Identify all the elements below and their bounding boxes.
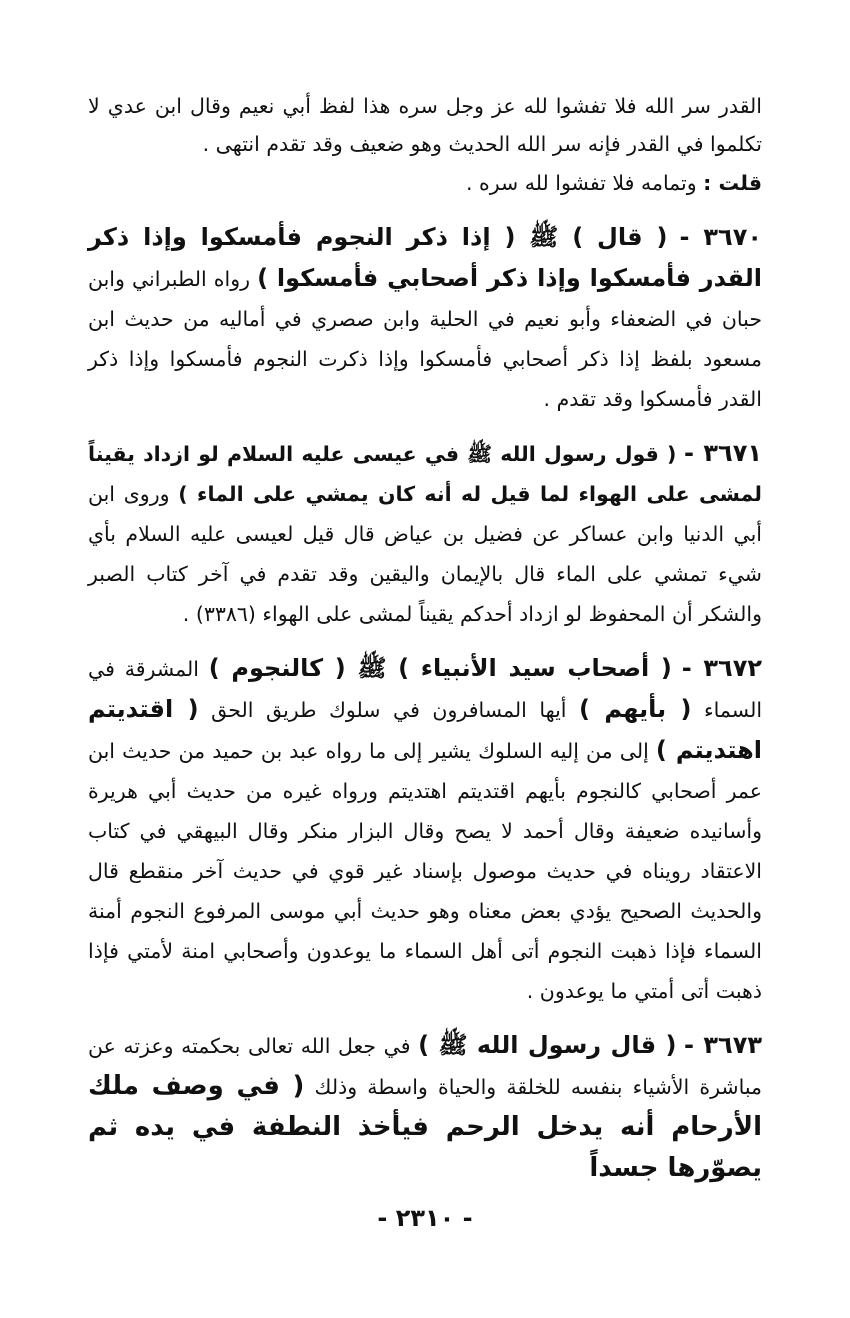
entry-number: ٣٦٧١ -: [684, 438, 762, 467]
qult-paragraph: [88, 165, 762, 203]
entry-3672: [88, 648, 762, 1011]
qult-label: قلت :: [703, 171, 762, 195]
page-number: - ٢٣١٠ -: [377, 1204, 473, 1232]
entry-3673: [88, 1025, 762, 1189]
intro-paragraph: [88, 88, 762, 163]
entry-hadith-text: ( قال ) ﷺ ( إذا ذكر النجوم فأمسكوا وإذا ذكر القدر فأمسكوا وإذا ذكر أصحابي فأمسكوا ): [88, 222, 762, 292]
entry-commentary: وروى ابن أبي الدنيا وابن عساكر عن فضيل بن عياض قال قيل لعيسى عليه السلام بأي شيء تمشي على الماء قال بالإيمان واليقين وقد تقدم في آخر كتاب الصبر والشكر أن المحفوظ لو ازداد أحدكم يقيناً لمشى على الهواء (٣٣٨٦) .: [88, 481, 762, 626]
entry-number: ٣٦٧٣ -: [684, 1030, 762, 1059]
entry-commentary: رواه الطبراني وابن حبان في الضعفاء وأبو نعيم في الحلية وابن صصري في أماليه من حديث ابن مسعود بلفظ إذا ذكر أصحابي فأمسكوا وإذا ذكرت النجوم فأمسكوا وإذا ذكر القدر فأمسكوا وقد تقدم .: [88, 266, 762, 411]
entry-hadith-text: ( بأيهم ): [579, 694, 692, 723]
entry-commentary: في جعل الله تعالى بحكمته وعزته عن مباشرة الأشياء بنفسه للخلقة والحياة واسطة وذلك: [88, 1033, 762, 1099]
entry-hadith-text: ( قال رسول الله ﷺ ): [418, 1030, 677, 1059]
entry-hadith-text: ( أصحاب سيد الأنبياء ) ﷺ ( كالنجوم ): [208, 653, 672, 682]
entry-hadith-text: ( اقتديتم اهتديتم ): [88, 694, 763, 764]
entry-commentary: إلى من إليه السلوك يشير إلى ما رواه عبد بن حميد من حديث ابن عمر أصحابي كالنجوم بأيهم اقتديتم اهتديتم ورواه غيره من حديث أبي هريرة وأسانيده ضعيفة وقال أحمد لا يصح وقال البزار منكر وقال البيهقي في كتاب الاعتقاد رويناه في حديث موصول بإسناد غير قوي في حديث آخر منقطع قال والحديث الصحيح يؤدي بعض معناه وهو حديث أبي موسى المرفوع النجوم أمنة السماء فإذا ذهبت النجوم أتى أهل السماء ما يوعدون وأصحابي امنة لأمتي فإذا ذهبت أتى أمتي ما يوعدون .: [88, 738, 762, 1003]
entry-hadith-text: ( في وصف ملك الأرحام أنه يدخل الرحم فيأخذ النطفة في يده ثم يصوّرها جسداً: [88, 1070, 762, 1183]
qult-text: وتمامه فلا تفشوا لله سره .: [465, 171, 704, 195]
entry-number: ٣٦٧٠ -: [679, 222, 762, 251]
entry-commentary: المشرقة في السماء: [88, 656, 763, 722]
intro-text: القدر سر الله فلا تفشوا لله عز وجل سره هذا لفظ أبي نعيم وقال ابن عدي لا تكلموا في القدر فإنه سر الله الحديث وهو ضعيف وقد تقدم انتهى .: [88, 94, 762, 156]
entry-3671: [88, 433, 762, 634]
entry-commentary: أيها المسافرون في سلوك طريق الحق: [198, 697, 580, 722]
entry-number: ٣٦٧٢ -: [681, 653, 762, 682]
entry-hadith-text: ( قول رسول الله ﷺ في عيسى عليه السلام لو ازداد يقيناً لمشى على الهواء لما قيل له أنه كان يمشي على الماء ): [88, 441, 762, 506]
entry-3670: [88, 217, 762, 419]
